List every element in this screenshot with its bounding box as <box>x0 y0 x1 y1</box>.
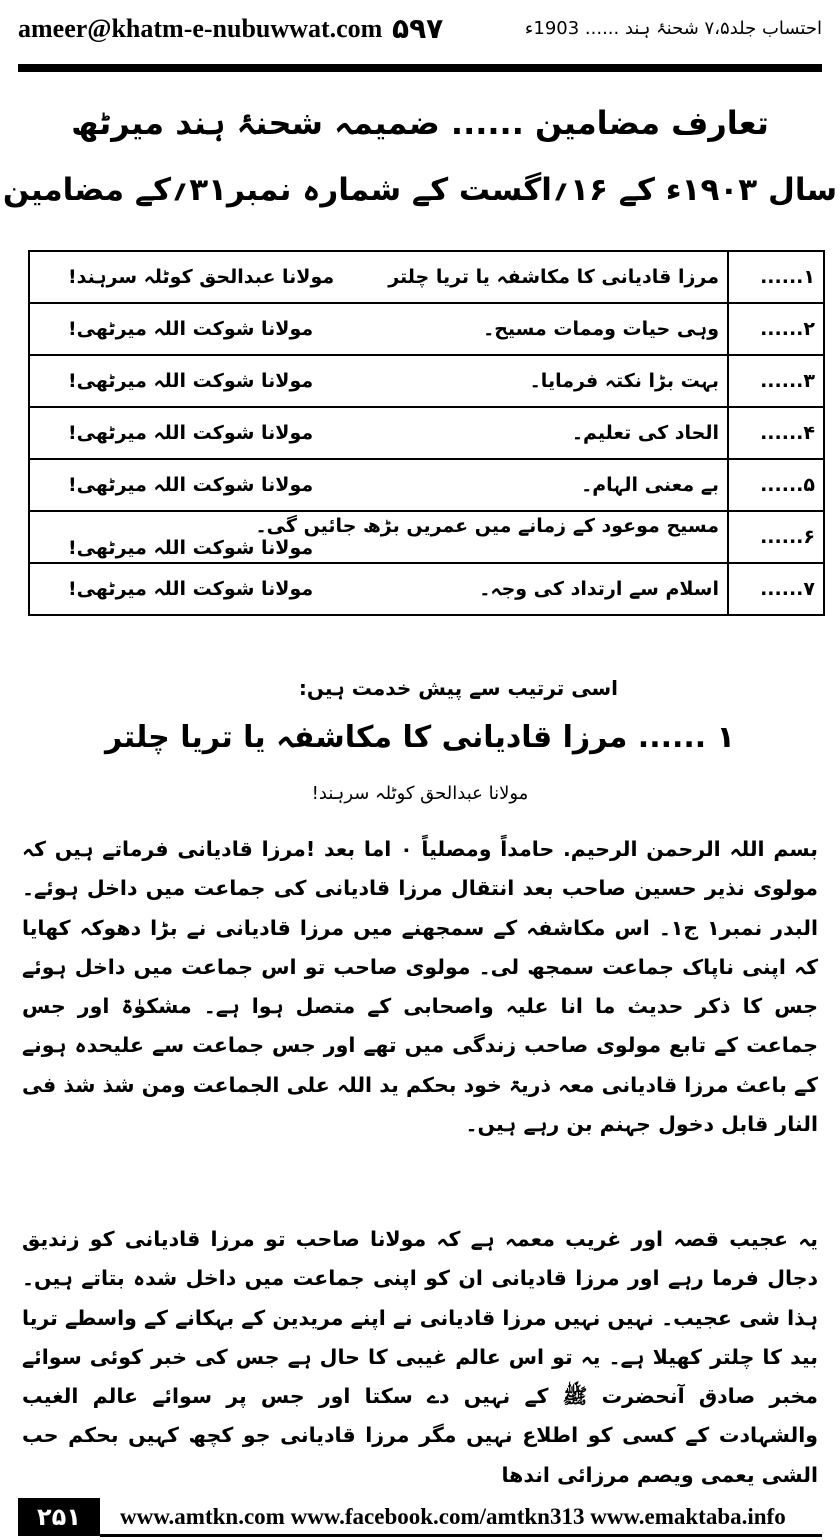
intro-text: اسی ترتیب سے پیش خدمت ہیں: <box>298 676 618 700</box>
table-row <box>29 511 824 563</box>
page-footer <box>0 1494 840 1540</box>
article-paragraph: بسم اللہ الرحمن الرحیم. حامداً ومصلیاً ۰ اما بعد !مرزا قادیانی فرماتے ہیں کہ مولوی نذیر حسین صاحب بعد انتقال مرزا قادیانی کی جماعت میں داخل ہوئے۔ البدر نمبر۱ ج۱۔ اس مکاشفہ کے سمجھنے میں مرزا قادیانی نے بڑا دھوکہ کھایا کہ اپنی ناپاک جماعت سمجھ لی۔ مولوی صاحب تو اس جماعت میں داخل ہوئے جس کا ذکر حدیث ما انا علیہ واصحابی کے متصل ہوا ہے۔ مشکوٰۃ اور جس جماعت کے تابع مولوی صاحب زندگی میں تھے اور جس جماعت سے علیحدہ ہونے کے باعث مرزا قادیانی معہ ذریۃ خود بحکم ید اللہ علی الجماعت ومن شذ شذ فی النار قابل دخول جہنم بن رہے ہیں۔ <box>22 837 818 1137</box>
header-email: ameer@khatm-e-nubuwwat.com <box>18 14 383 43</box>
item-author: مولانا عبدالحق کوٹلہ سرہند! <box>68 266 335 288</box>
section-subtitle: سال ۱۹۰۳ء کے ۱۶؍اگست کے شمارہ نمبر۳۱؍کے مضامین <box>2 172 838 208</box>
item-cell <box>29 355 728 407</box>
item-cell <box>29 303 728 355</box>
item-title: بے معنی الہام۔ <box>581 474 719 496</box>
item-cell <box>29 459 728 511</box>
item-title: الحاد کی تعلیم۔ <box>571 422 719 444</box>
header-rule <box>18 64 822 72</box>
item-cell <box>29 251 728 303</box>
item-title: مرزا قادیانی کا مکاشفہ یا تریا چلتر <box>388 266 719 288</box>
footer-page-number: ۲۵۱ <box>18 1498 100 1536</box>
header-page-number: ۵۹۷ <box>392 12 444 45</box>
table-row <box>29 355 824 407</box>
article-title: ۱ ...... مرزا قادیانی کا مکاشفہ یا تریا چلتر <box>105 720 735 755</box>
item-title: مسیح موعود کے زمانے میں عمریں بڑھ جائیں گی۔ <box>255 515 719 537</box>
footer-links: www.amtkn.com www.facebook.com/amtkn313 www.emaktaba.info <box>120 1504 786 1529</box>
item-author: مولانا شوکت اللہ میرٹھی! <box>68 422 314 444</box>
article-paragraph: یہ عجیب قصہ اور غریب معمہ ہے کہ مولانا صاحب تو مرزا قادیانی کو زندیق دجال فرما رہے اور مرزا قادیانی ان کو اپنی جماعت میں داخل شدہ بتاتے ہیں۔ ہذا شی عجیب۔ نہیں نہیں مرزا قادیانی نے اپنے مریدین کے بہکانے کے واسطے تریا بید کا چلتر کھیلا ہے۔ یہ تو اس عالم غیبی کا حال ہے جس کی خبر کوئی سوائے مخبر صادق آنحضرت ﷺ کے نہیں دے سکتا اور جس پر سوائے عالم الغیب والشہادت کے کسی کو اطلاع نہیں مگر مرزا قادیانی جو کچھ کہیں بحکم حب الشی یعمی ویصم مرزائی اندھا <box>22 1227 818 1487</box>
item-cell <box>29 563 728 615</box>
item-cell <box>29 407 728 459</box>
item-title: بہت بڑا نکتہ فرمایا۔ <box>529 370 719 392</box>
item-number: ۶...... <box>728 511 824 563</box>
item-cell <box>29 511 728 563</box>
item-number: ۱...... <box>728 251 824 303</box>
section-title: تعارف مضامین ...... ضمیمہ شحنۂ ہند میرٹھ <box>71 104 769 142</box>
table-row <box>29 407 824 459</box>
item-number: ۲...... <box>728 303 824 355</box>
item-author: مولانا شوکت اللہ میرٹھی! <box>68 537 314 559</box>
page-header <box>0 0 840 60</box>
contents-table <box>28 250 825 616</box>
footer-rule <box>100 1534 822 1537</box>
item-title: اسلام سے ارتداد کی وجہ۔ <box>479 578 719 600</box>
header-volume-info: احتساب جلد۷،۵ شحنۂ ہند ...... 1903ء <box>524 18 822 39</box>
item-number: ۴...... <box>728 407 824 459</box>
item-title: وہی حیات وممات مسیح۔ <box>483 318 719 340</box>
item-author: مولانا شوکت اللہ میرٹھی! <box>68 578 314 600</box>
item-number: ۷...... <box>728 563 824 615</box>
item-author: مولانا شوکت اللہ میرٹھی! <box>68 474 314 496</box>
table-row <box>29 303 824 355</box>
item-author: مولانا شوکت اللہ میرٹھی! <box>68 370 314 392</box>
table-row <box>29 459 824 511</box>
table-row <box>29 563 824 615</box>
article-author: مولانا عبدالحق کوٹلہ سرہند! <box>311 783 529 804</box>
table-row <box>29 251 824 303</box>
item-author: مولانا شوکت اللہ میرٹھی! <box>68 318 314 340</box>
item-number: ۳...... <box>728 355 824 407</box>
item-number: ۵...... <box>728 459 824 511</box>
